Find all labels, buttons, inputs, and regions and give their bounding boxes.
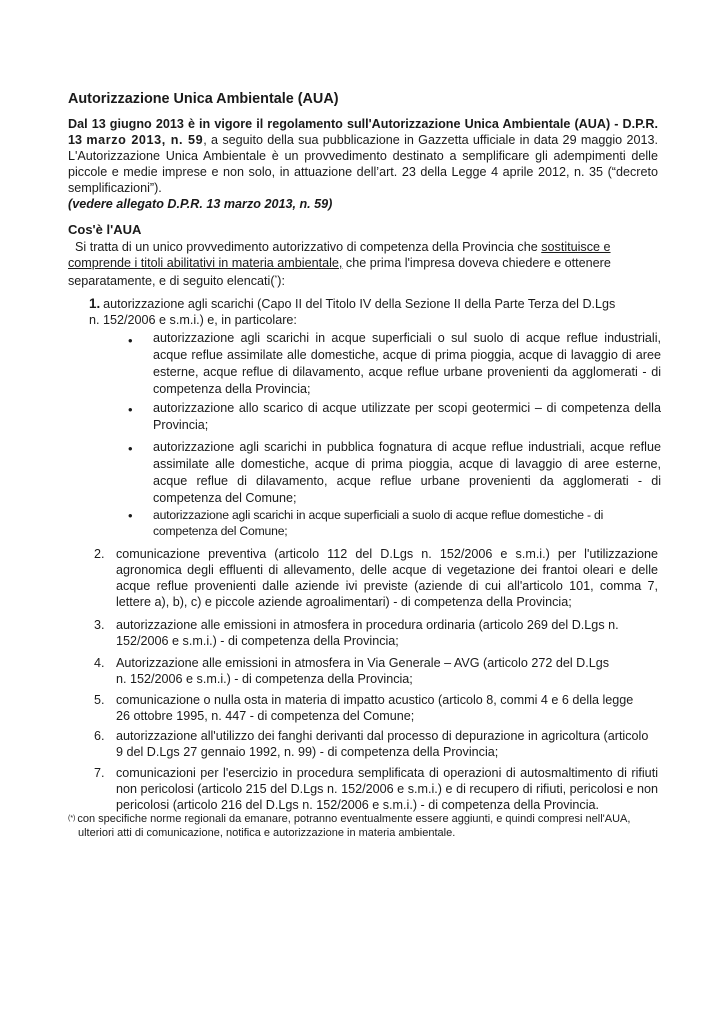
bullet-item: autorizzazione agli scarichi in acque superficiali o sul suolo di acque reflue industriali, acque reflue assimilate alle domestiche, acque di prima pioggia, acque di lavaggio di aree esterne, acque reflue di dilavamento, acque reflue urbane provenienti da agglomerati - di competenza della Provincia;	[153, 331, 661, 396]
footnote-marker: (*)	[68, 815, 76, 822]
page-title: Autorizzazione Unica Ambientale (AUA)	[68, 91, 339, 107]
intro-note: (vedere allegato D.P.R. 13 marzo 2013, n. 59)	[68, 197, 333, 211]
intro-body: , a seguito della sua pubblicazione in Gazzetta ufficiale in data 29 maggio 2013. L'Autorizzazione Unica Ambientale è un provvedimento destinato a semplificare gli adempimenti delle piccole e medie imprese e non solo, in attuazione dell’art. 23 della Legge 4 aprile 2012, n. 35 (“decreto semplificazioni”).	[68, 133, 658, 195]
list-number: 6.	[94, 729, 105, 743]
list-item-text: autorizzazione agli scarichi (Capo II del Titolo IV della Sezione II della Parte Terza del D.Lgs n. 152/2006 e s.m.i.) e, in particolare:	[89, 297, 616, 327]
bullet-icon: •	[128, 508, 133, 523]
list-number: 1.	[89, 296, 101, 311]
list-item-2: comunicazione preventiva (articolo 112 del D.Lgs n. 152/2006 e s.m.i.) per l'utilizzazione agronomica degli effluenti di allevamento, delle acque di vegetazione dei frantoi oleari e delle acque reflue provenienti dalle aziende ivi previste (aziende di cui all'articolo 101, comma 7, lettere a), b), c) e piccole aziende agroalimentari) - di competenza della Provincia;	[116, 547, 658, 609]
list-number: 7.	[94, 766, 105, 780]
footnote-marker: *	[274, 275, 278, 282]
bullet-item: autorizzazione agli scarichi in pubblica fognatura di acque reflue industriali, acque reflue assimilate alle domestiche, acque di prima pioggia, acque di lavaggio di aree esterne, acque reflue di dilavamento, acque reflue urbane provenienti da agglomerati - di competenza del Comune;	[153, 440, 661, 505]
list-number: 5.	[94, 693, 105, 707]
intro-lead: Dal 13 giugno 2013 è in vigore il regolamento sull'Autorizzazione Unica Ambientale (AUA) - D.P.R. 13	[68, 117, 658, 147]
underlined-phrase: sostituisce e comprende i titoli abilitativi in materia ambientale,	[68, 240, 611, 270]
section-description: Si tratta di un unico provvedimento autorizzativo di competenza della Provincia che sostituisce e comprende i titoli abilitativi in materia ambientale, che prima l'impresa doveva chiedere e ottenere separatamente, e di seguito elencati(*):	[68, 240, 611, 289]
list-number: 3.	[94, 618, 105, 632]
footnote: (*) con specifiche norme regionali da emanare, potranno eventualmente essere aggiunti, e quindi compresi nell'AUA, ulteriori atti di comunicazione, notifica e autorizzazione in materia ambientale.	[68, 813, 631, 839]
list-item-6: autorizzazione all'utilizzo dei fanghi derivanti dal processo di depurazione in agricoltura (articolo 9 del D.Lgs 27 gennaio 1992, n. 99) - di competenza della Provincia;	[116, 729, 649, 759]
list-item-3: autorizzazione alle emissioni in atmosfera in procedura ordinaria (articolo 269 del D.Lgs n. 152/2006 e s.m.i.) - di competenza della Provincia;	[116, 618, 619, 648]
list-number: 2.	[94, 547, 105, 561]
intro-lead-decree: marzo 2013, n. 59	[86, 133, 204, 147]
bullet-icon: •	[128, 402, 133, 417]
bullet-item: autorizzazione allo scarico di acque utilizzate per scopi geotermici – di competenza della Provincia;	[153, 401, 661, 432]
bullet-item: autorizzazione agli scarichi in acque superficiali a suolo di acque reflue domestiche - di competenza del Comune;	[153, 508, 604, 538]
list-item-1	[89, 296, 619, 328]
section-title: Cos'è l'AUA	[68, 222, 142, 237]
intro-paragraph	[68, 116, 658, 212]
list-number: 4.	[94, 656, 105, 670]
bullet-icon: •	[128, 441, 133, 456]
bullet-icon: •	[128, 333, 133, 348]
list-item-4: Autorizzazione alle emissioni in atmosfera in Via Generale – AVG (articolo 272 del D.Lgs n. 152/2006 e s.m.i.) - di competenza della Provincia;	[116, 656, 610, 686]
list-item-5: comunicazione o nulla osta in materia di impatto acustico (articolo 8, commi 4 e 6 della legge 26 ottobre 1995, n. 447 - di competenza del Comune;	[116, 693, 634, 723]
list-item-7: comunicazioni per l'esercizio in procedura semplificata di operazioni di autosmaltimento di rifiuti non pericolosi (articolo 215 del D.Lgs n. 152/2006 e s.m.i.) e di recupero di rifiuti, pericolosi e non pericolosi (articolo 216 del D.Lgs n. 152/2006 e s.m.i.) - di competenza della Provincia.	[116, 766, 658, 812]
